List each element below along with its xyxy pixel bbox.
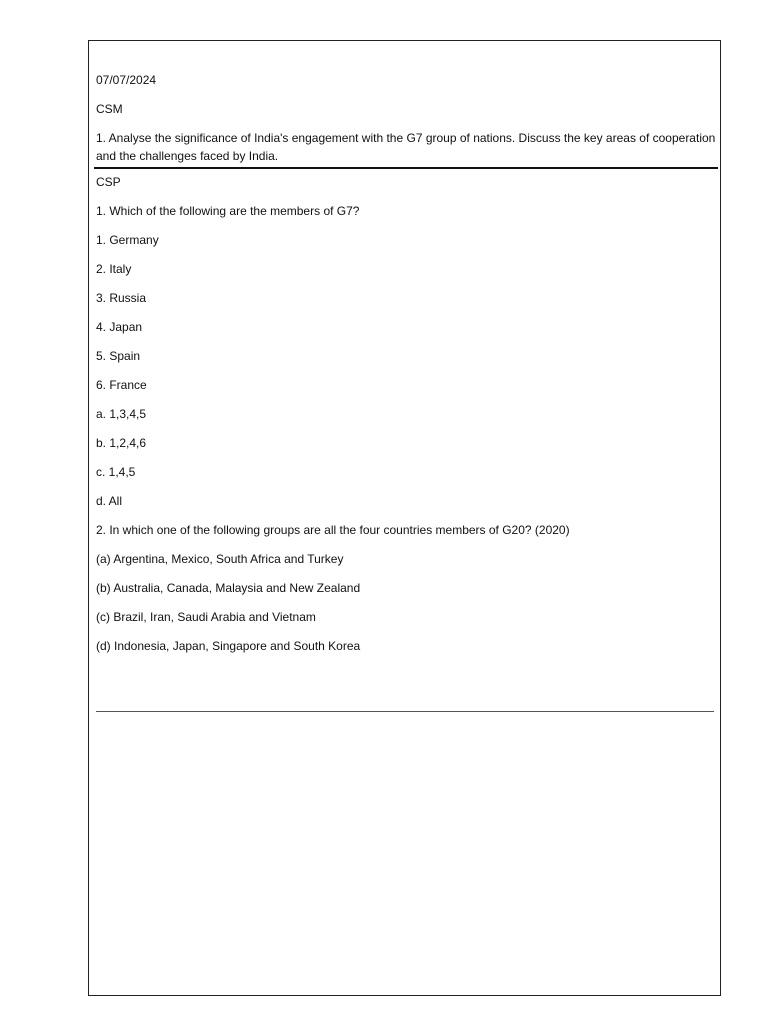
csp-q1-items xyxy=(96,231,716,394)
list-item: 5. Spain xyxy=(96,349,141,363)
csm-question: 1. Analyse the significance of India's engagement with the G7 group of nations. Discuss the key areas of cooperation and the challenges faced by India. xyxy=(96,131,716,163)
option-item: (c) Brazil, Iran, Saudi Arabia and Vietnam xyxy=(96,610,316,624)
list-item: 3. Russia xyxy=(96,291,147,305)
csm-heading: CSM xyxy=(96,102,123,116)
bottom-rule xyxy=(96,711,714,712)
option-item: b. 1,2,4,6 xyxy=(96,436,147,450)
csp-heading: CSP xyxy=(96,175,121,189)
csp-q2-options xyxy=(96,550,716,655)
option-item: c. 1,4,5 xyxy=(96,465,136,479)
document-page xyxy=(88,40,721,996)
option-item: a. 1,3,4,5 xyxy=(96,407,147,421)
csp-q2-text: 2. In which one of the following groups are all the four countries members of G20? (2020) xyxy=(96,523,570,537)
date-text: 07/07/2024 xyxy=(96,73,157,87)
option-item: (a) Argentina, Mexico, South Africa and Turkey xyxy=(96,552,344,566)
csp-q1-text: 1. Which of the following are the members of G7? xyxy=(96,204,360,218)
list-item: 2. Italy xyxy=(96,262,132,276)
csp-q1-options xyxy=(96,405,716,510)
section-divider xyxy=(94,167,718,169)
option-item: d. All xyxy=(96,494,123,508)
list-item: 4. Japan xyxy=(96,320,143,334)
list-item: 1. Germany xyxy=(96,233,159,247)
option-item: (d) Indonesia, Japan, Singapore and South Korea xyxy=(96,639,361,653)
list-item: 6. France xyxy=(96,378,147,392)
option-item: (b) Australia, Canada, Malaysia and New Zealand xyxy=(96,581,361,595)
document-content xyxy=(96,71,716,666)
